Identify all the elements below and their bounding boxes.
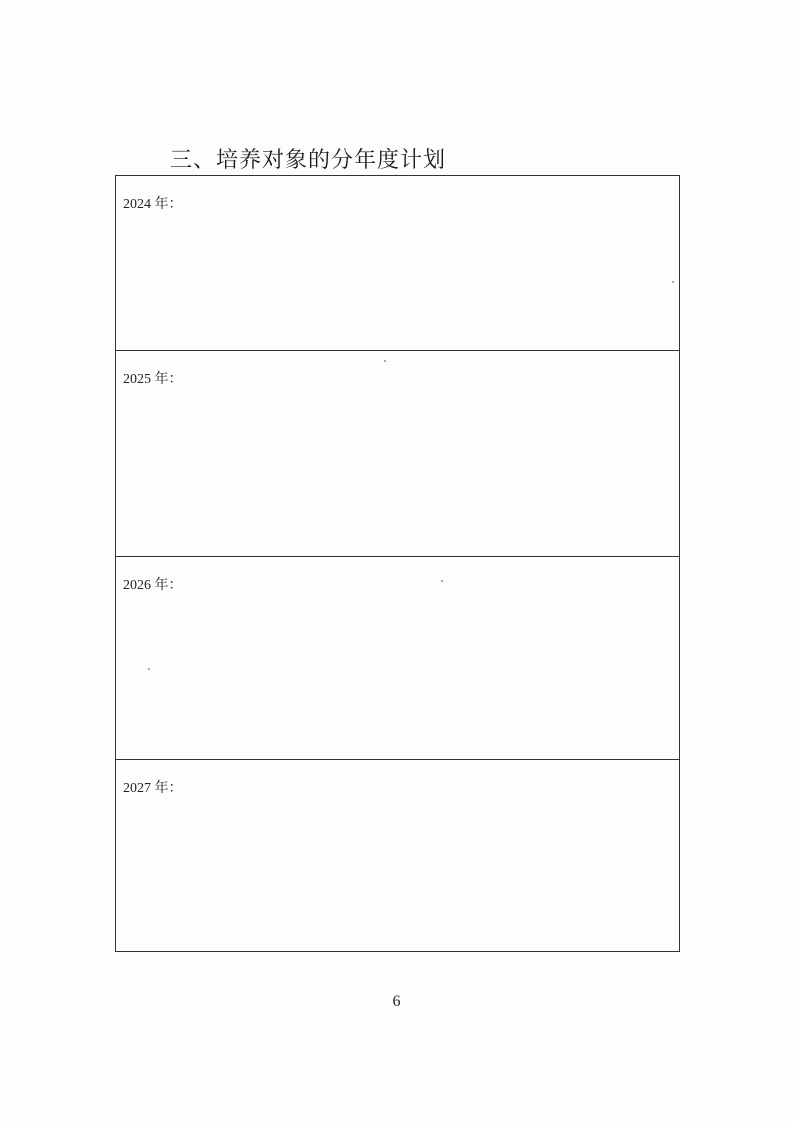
plan-row-2027 (116, 759, 679, 951)
year-label: 2024 年： (123, 197, 183, 212)
page-number: 6 (392, 993, 401, 1010)
scan-speck (384, 360, 386, 362)
plan-content-area (123, 391, 672, 548)
plan-content-area (123, 216, 672, 342)
plan-row-2025 (116, 350, 679, 556)
year-label: 2025 年： (123, 372, 183, 387)
year-label: 2027 年： (123, 781, 183, 796)
year-label: 2026 年： (123, 578, 183, 593)
scan-speck (148, 668, 150, 670)
annual-plan-table (115, 175, 680, 952)
plan-content-area (123, 800, 672, 943)
scan-speck (441, 580, 443, 582)
plan-row-2024 (116, 176, 679, 350)
section-title: 三、培养对象的分年度计划 (170, 148, 447, 173)
scan-speck (672, 281, 674, 283)
plan-content-area (123, 597, 672, 751)
plan-row-2026 (116, 556, 679, 759)
